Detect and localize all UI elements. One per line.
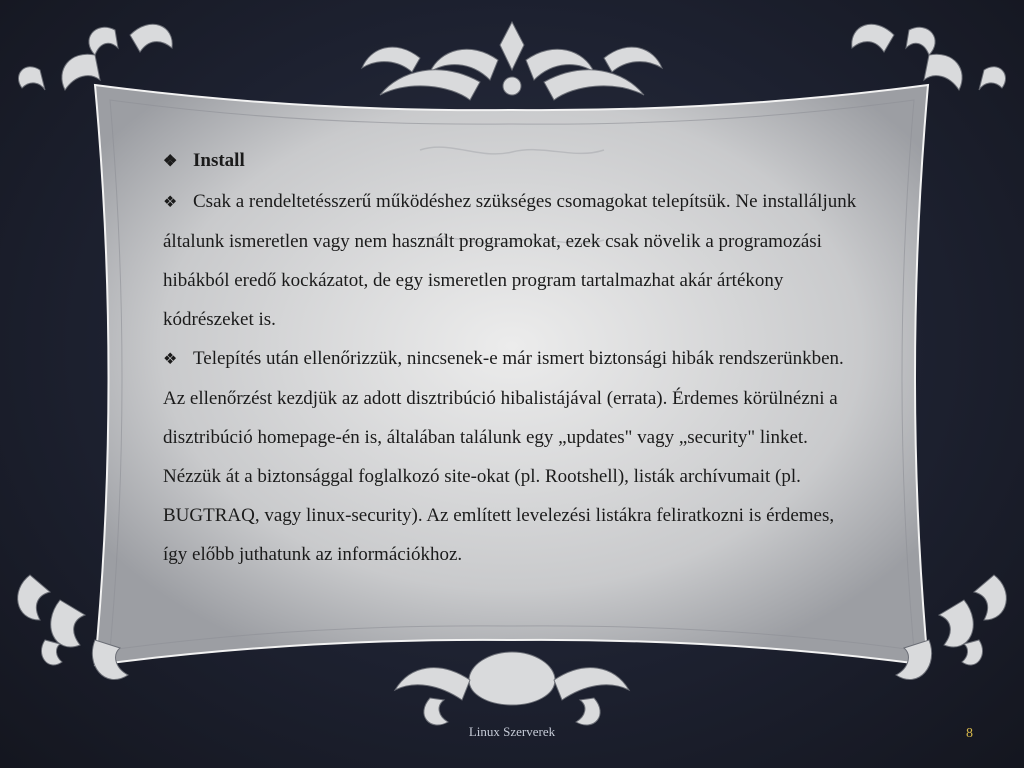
footer-title: Linux Szerverek [468, 724, 556, 739]
heading-text: Install [193, 150, 245, 171]
page-number: 8 [966, 726, 973, 741]
corner-flourish-top-left [18, 24, 172, 90]
slide-body [163, 141, 863, 574]
corner-flourish-top-right [852, 24, 1006, 90]
bullet-diamond-icon: ❖ [163, 351, 178, 368]
top-flourish [362, 22, 662, 100]
bullet-paragraph-1 [163, 182, 863, 339]
bullet-heading [163, 141, 863, 181]
bullet-paragraph-2 [163, 339, 863, 574]
bullet-diamond-icon: ❖ [163, 153, 178, 170]
paragraph-text: Csak a rendeltetésszerű működéshez szükséges csomagokat telepítsük. Ne installáljunk általunk ismeretlen vagy nem használt programokat, ezek csak növelik a programozási hibákból eredő kockázatot, de egy ismeretlen program tartalmazhat akár ártékony kódrészeket is. [163, 191, 857, 330]
paragraph-text: Telepítés után ellenőrizzük, nincsenek-e már ismert biztonsági hibák rendszerünkben. Az ellenőrzést kezdjük az adott disztribúció hibalistájával (errata). Érdemes körülnézni a disztribúció homepage-én is, általában találunk egy „updates" vagy „security" linket. Nézzük át a biztonsággal foglalkozó site-okat (pl. Rootshell), listák archívumait (pl. BUGTRAQ, vagy linux-security). Az említett levelezési listákra feliratkozni is érdemes, így előbb juthatunk az információkhoz. [163, 348, 844, 565]
bottom-flourish [395, 652, 629, 725]
bullet-diamond-icon: ❖ [163, 194, 178, 211]
